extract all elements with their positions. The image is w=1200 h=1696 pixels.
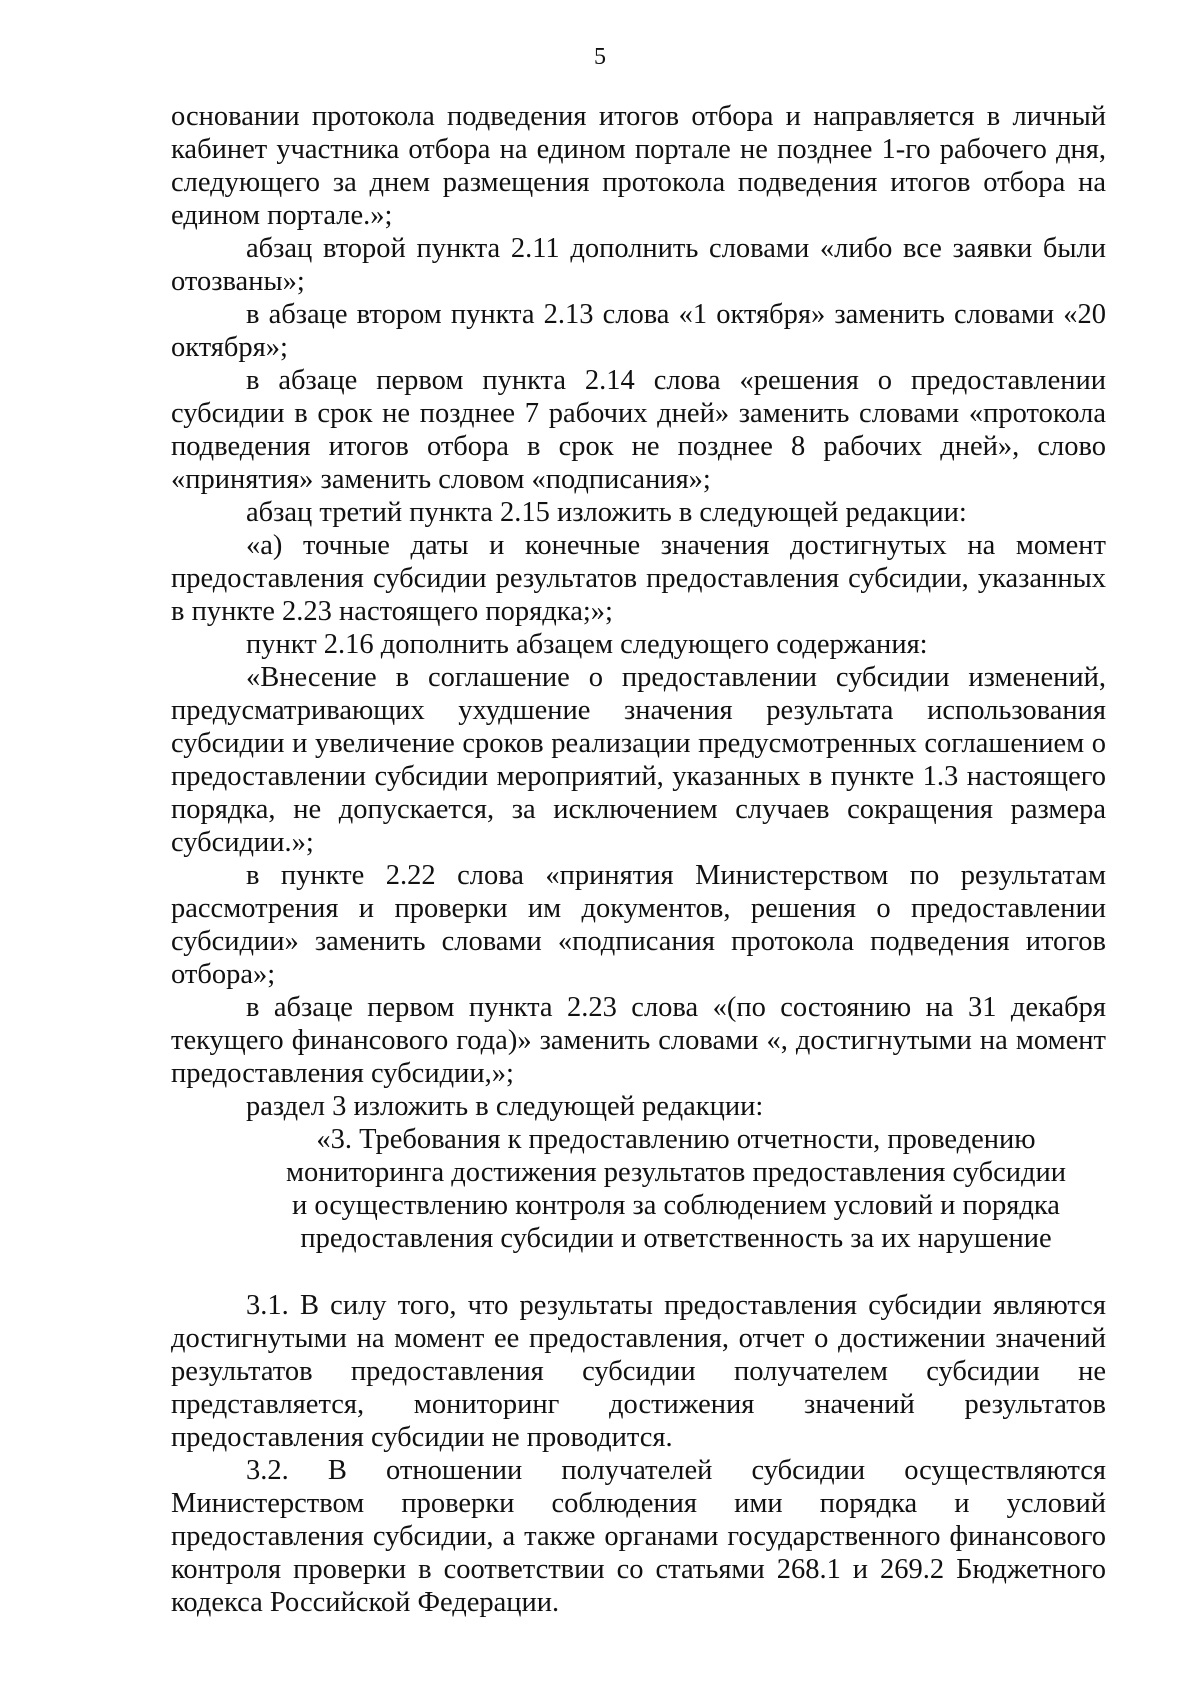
heading-spacer <box>171 1255 1106 1289</box>
paragraph-amendment-2-14: в абзаце первом пункта 2.14 слова «решения о предоставлении субсидии в срок не позднее 7 рабочих дней» заменить словами «протокола подведения итогов отбора в срок не позднее 8 рабочих дней», слово «принятия» заменить словом «подписания»; <box>171 365 1106 495</box>
document-body <box>171 100 1106 1619</box>
clause-3-1: 3.1. В силу того, что результаты предоставления субсидии являются достигнутыми на момент ее предоставления, отчет о достижении значений результатов предоставления субсидии получателем субсидии не представляется, мониторинг достижения значений результатов предоставления субсидии не проводится. <box>171 1290 1106 1453</box>
paragraph-amendment-2-13: в абзаце втором пункта 2.13 слова «1 октября» заменить словами «20 октября»; <box>171 299 1106 363</box>
paragraph-continuation: основании протокола подведения итогов отбора и направляется в личный кабинет участника отбора на едином портале не позднее 1-го рабочего дня, следующего за днем размещения протокола подведения итогов отбора на едином портале.»; <box>171 101 1106 231</box>
page-number: 5 <box>594 44 606 70</box>
paragraph-amendment-2-15: абзац третий пункта 2.15 изложить в следующей редакции: <box>246 497 967 528</box>
paragraph-amendment-2-22: в пункте 2.22 слова «принятия Министерством по результатам рассмотрения и проверки им документов, решения о предоставлении субсидии» заменить словами «подписания протокола подведения итогов отбора»; <box>171 860 1106 990</box>
paragraph-quote-2-15: «а) точные даты и конечные значения достигнутых на момент предоставления субсидии результатов предоставления субсидии, указанных в пункте 2.23 настоящего порядка;»; <box>171 530 1106 627</box>
clause-3-2: 3.2. В отношении получателей субсидии осуществляются Министерством проверки соблюдения ими порядка и условий предоставления субсидии, а также органами государственного финансового контроля проверки в соответствии со статьями 268.1 и 269.2 Бюджетного кодекса Российской Федерации. <box>171 1455 1106 1618</box>
paragraph-quote-2-16: «Внесение в соглашение о предоставлении субсидии изменений, предусматривающих ухудшение значения результата использования субсидии и увеличение сроков реализации предусмотренных соглашением о предоставлении субсидии мероприятий, указанных в пункте 1.3 настоящего порядка, не допускается, за исключением случаев сокращения размера субсидии.»; <box>171 662 1106 858</box>
paragraph-amendment-2-23: в абзаце первом пункта 2.23 слова «(по состоянию на 31 декабря текущего финансового года)» заменить словами «, достигнутыми на момент предоставления субсидии,»; <box>171 992 1106 1089</box>
section-3-heading: «3. Требования к предоставлению отчетности, проведению мониторинга достижения результатов предоставления субсидии и осуществлению контроля за соблюдением условий и порядка предоставления субсидии и ответственность за их нарушение <box>285 1124 1067 1254</box>
paragraph-section-3-intro: раздел 3 изложить в следующей редакции: <box>246 1091 764 1122</box>
paragraph-amendment-2-16: пункт 2.16 дополнить абзацем следующего содержания: <box>246 629 928 660</box>
paragraph-amendment-2-11: абзац второй пункта 2.11 дополнить словами «либо все заявки были отозваны»; <box>171 233 1106 297</box>
